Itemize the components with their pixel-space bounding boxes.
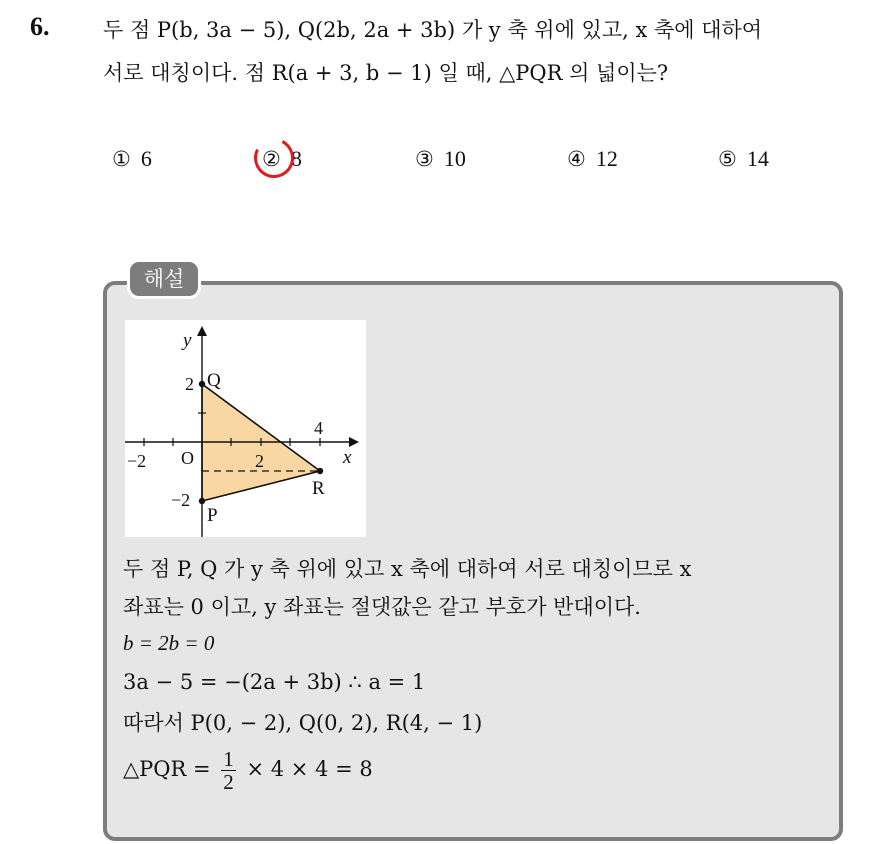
choice-1[interactable] (112, 146, 152, 172)
choice-1-value: 6 (140, 146, 152, 171)
fraction-denominator: 2 (223, 770, 234, 794)
solution-tab: 해설 (127, 259, 201, 299)
tick-label-y-2: 2 (185, 374, 194, 394)
point-r-dot (317, 468, 323, 474)
y-axis-label: y (183, 330, 192, 351)
origin-label: O (181, 448, 194, 468)
tick-label-x-4: 4 (314, 418, 323, 438)
y-axis-arrow (197, 326, 207, 336)
choice-4-value: 12 (595, 146, 618, 171)
point-p-dot (199, 498, 205, 504)
coordinate-graph (125, 320, 366, 537)
solution-line-4: 3a − 5 = −(2a + 3b) ∴ a = 1 (123, 670, 426, 694)
point-q-dot (199, 381, 205, 387)
question-number: 6. (30, 12, 50, 41)
choice-3-mark: ③ (415, 147, 434, 171)
fraction-one-half (221, 748, 236, 793)
solution-line-5: 따라서 P(0, − 2), Q(0, 2), R(4, − 1) (123, 711, 483, 735)
point-r-label: R (312, 478, 325, 499)
choice-2-value: 8 (290, 146, 302, 171)
point-q-label: Q (207, 370, 221, 391)
point-p-label: P (207, 505, 218, 526)
choice-5-mark: ⑤ (718, 147, 737, 171)
choice-5-value: 14 (746, 146, 769, 171)
choice-1-mark: ① (112, 147, 131, 171)
solution-line-1: 두 점 P, Q 가 y 축 위에 있고 x 축에 대하여 서로 대칭이므로 x (123, 557, 692, 581)
choice-4[interactable] (567, 146, 618, 172)
choice-5[interactable] (718, 146, 769, 172)
area-rhs: × 4 × 4 = 8 (246, 757, 373, 781)
x-axis-label: x (343, 447, 352, 468)
fraction-numerator: 1 (223, 747, 234, 771)
question-text-line-1: 두 점 P(b, 3a − 5), Q(2b, 2a + 3b) 가 y 축 위에 있고, x 축에 대하여 (103, 18, 763, 42)
area-lhs: △PQR = (123, 757, 211, 781)
choice-3[interactable] (415, 146, 466, 172)
answer-circle-mark (249, 133, 299, 183)
choice-2-mark: ② (262, 147, 281, 171)
tick-label-x-2: 2 (255, 451, 264, 471)
choice-4-mark: ④ (567, 147, 586, 171)
solution-area-equation (123, 748, 373, 793)
tick-label-x-neg2: −2 (127, 451, 147, 471)
question-text-line-2: 서로 대칭이다. 점 R(a + 3, b − 1) 일 때, △PQR 의 넓이는? (103, 61, 669, 85)
solution-line-3: b = 2b = 0 (123, 631, 215, 655)
choice-3-value: 10 (443, 146, 466, 171)
tick-label-y-neg2: −2 (171, 490, 191, 510)
x-axis-arrow (349, 437, 359, 447)
solution-line-2: 좌표는 0 이고, y 좌표는 절댓값은 같고 부호가 반대이다. (123, 595, 641, 619)
